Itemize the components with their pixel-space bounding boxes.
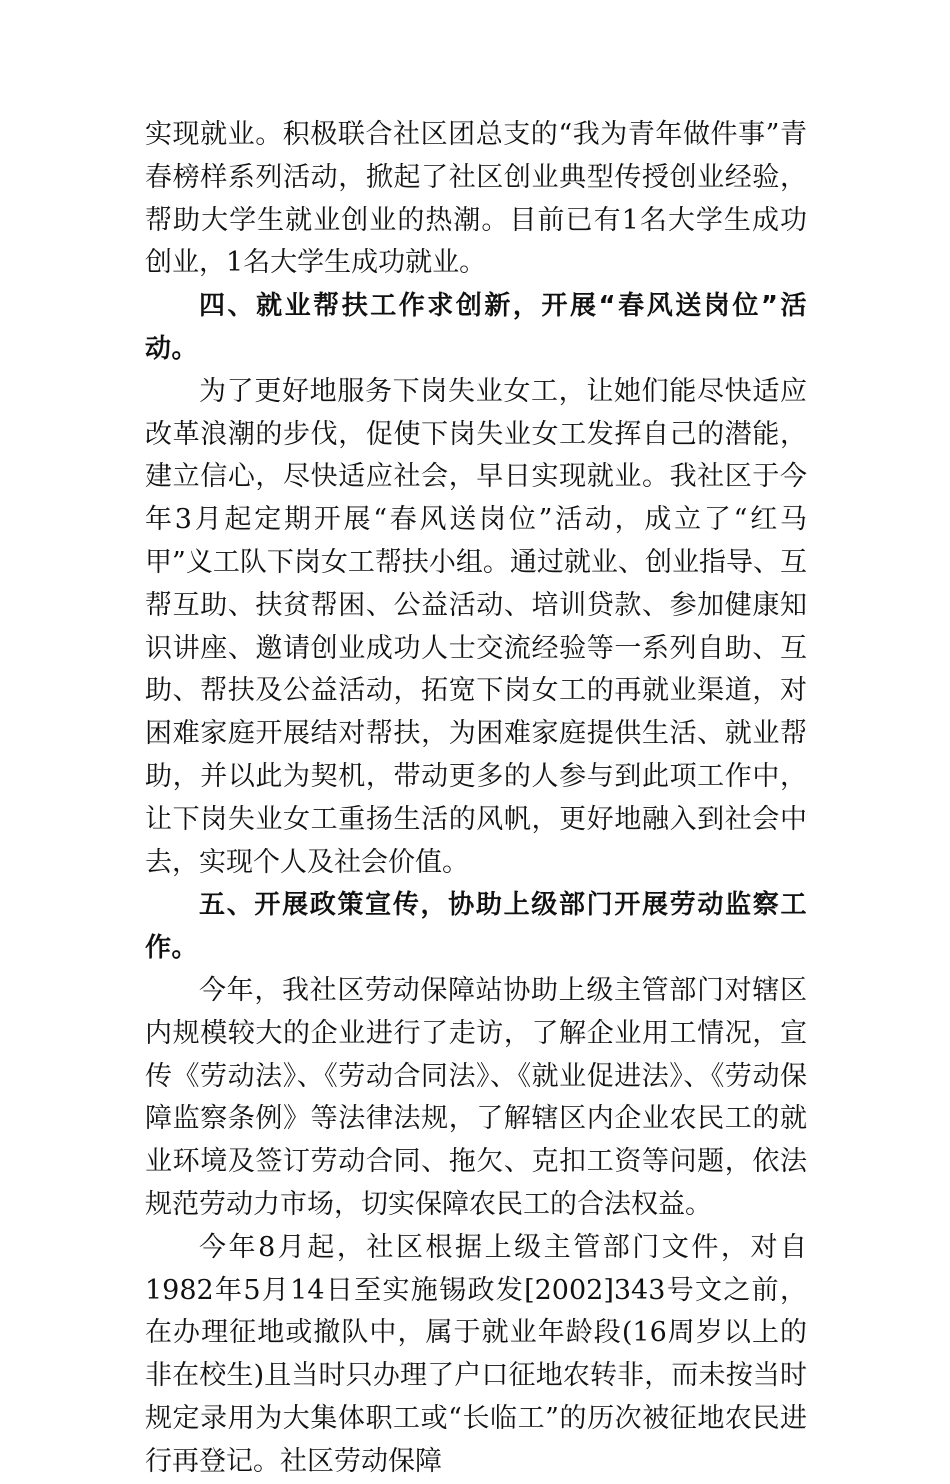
- paragraph-land-requisition: 今年8月起，社区根据上级主管部门文件，对自1982年5月14日至实施锡政发[2002]343号文之前，在办理征地或撤队中，属于就业年龄段(16周岁以上的非在校生)且当时只办理了户口征地农转非，而未按当时规定录用为大集体职工或“长临工”的历次被征地农民进行再登记。社区劳动保障: [145, 1231, 807, 1477]
- paragraph-spring-breeze: 为了更好地服务下岗失业女工，让她们能尽快适应改革浪潮的步伐，促使下岗失业女工发挥自己的潜能，建立信心，尽快适应社会，早日实现就业。我社区于今年3月起定期开展“春风送岗位”活动，成立了“红马甲”义工队下岗女工帮扶小组。通过就业、创业指导、互帮互助、扶贫帮困、公益活动、培训贷款、参加健康知识讲座、邀请创业成功人士交流经验等一系列自助、互助、帮扶及公益活动，拓宽下岗女工的再就业渠道，对困难家庭开展结对帮扶，为困难家庭提供生活、就业帮助，并以此为契机，带动更多的人参与到此项工作中，让下岗失业女工重扬生活的风帆，更好地融入到社会中去，实现个人及社会价值。: [145, 375, 807, 878]
- document-body: [145, 114, 807, 1484]
- section-heading-five: 五、开展政策宣传，协助上级部门开展劳动监察工作。: [145, 890, 807, 964]
- paragraph-labor-inspection: 今年，我社区劳动保障站协助上级主管部门对辖区内规模较大的企业进行了走访，了解企业用工情况，宣传《劳动法》、《劳动合同法》、《就业促进法》、《劳动保障监察条例》等法律法规，了解辖区内企业农民工的就业环境及签订劳动合同、拖欠、克扣工资等问题，依法规范劳动力市场，切实保障农民工的合法权益。: [145, 974, 807, 1220]
- section-heading-four: 四、就业帮扶工作求创新，开展“春风送岗位”活动。: [145, 291, 807, 364]
- paragraph-continued: 实现就业。积极联合社区团总支的“我为青年做件事”青春榜样系列活动，掀起了社区创业典型传授创业经验，帮助大学生就业创业的热潮。目前已有1名大学生成功创业，1名大学生成功就业。: [145, 119, 807, 279]
